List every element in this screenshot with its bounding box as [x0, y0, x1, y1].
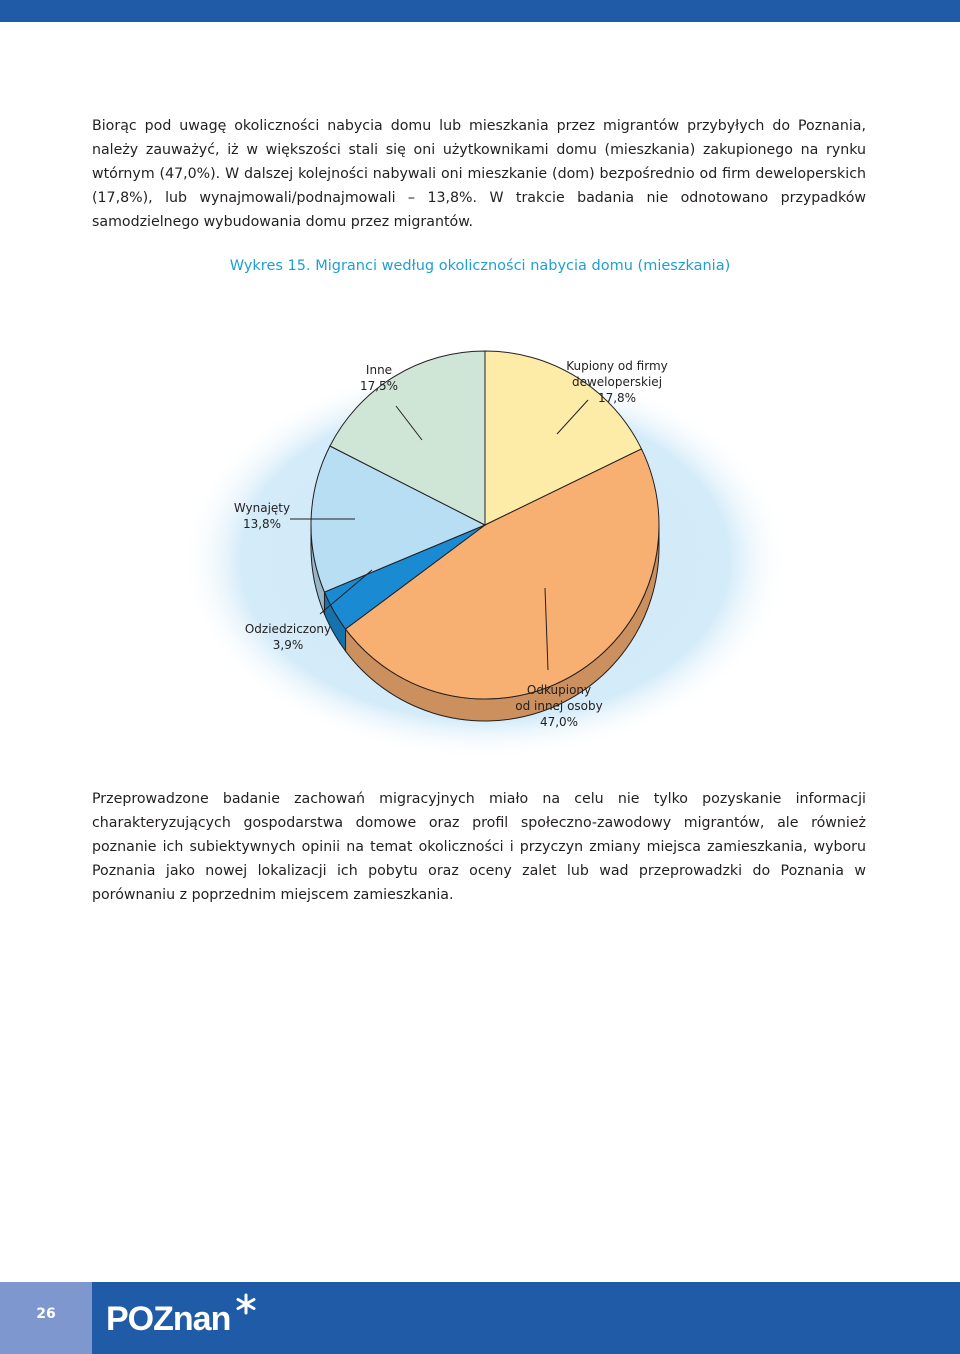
slice-label-line: 17,5%: [359, 379, 399, 393]
intro-paragraph: Biorąc pod uwagę okoliczności nabycia domu lub mieszkania przez migrantów przybyłych do Poznania, należy zauważyć, iż w większości stali się oni użytkownikami domu (mieszkania) zakupionego na rynku wtórnym (47,0%). W dalszej kolejności nabywali oni mieszkanie (dom) bezpośrednio od firm deweloperskich (17,8%), lub wynajmowali/podnajmowali – 13,8%. W trakcie badania nie odnotowano przypadków samodzielnego wybudowania domu przez migrantów.: [92, 118, 866, 230]
slice-label-line: Inne: [365, 363, 393, 377]
logo-text: POZnan: [106, 1300, 231, 1338]
slice-label-line: deweloperskiej: [571, 375, 663, 389]
slice-label-line: od innej osoby: [515, 699, 603, 713]
conclusion-paragraph: Przeprowadzone badanie zachowań migracyjnych miało na celu nie tylko pozyskanie informacji charakteryzujących gospodarstwa domowe oraz profil społeczno-zawodowy migrantów, ale również poznanie ich subiektywnych opinii na temat okoliczności i przyczyn zmiany miejsca zamieszkania, wyboru Poznania jako nowej lokalizacji ich pobytu oraz oceny zalet lub wad przeprowadzki do Poznania w porównaniu z poprzednim miejscem zamieszkania.: [92, 791, 866, 903]
poznan-logo: [106, 1290, 276, 1340]
slice-label-line: Odziedziczony: [244, 622, 332, 636]
page-number: 26: [36, 1306, 56, 1322]
slice-label-line: 47,0%: [539, 715, 579, 729]
logo-star-icon: [238, 1295, 254, 1313]
slice-label-line: 17,8%: [597, 391, 637, 405]
slice-label-line: Kupiony od firmy: [566, 359, 668, 373]
slice-label-line: 13,8%: [242, 517, 282, 531]
slice-label-line: Odkupiony: [526, 683, 592, 697]
chart-title: Wykres 15. Migranci według okoliczności nabycia domu (mieszkania): [229, 258, 731, 274]
slice-label-line: 3,9%: [272, 638, 304, 652]
slice-label-line: Wynajęty: [233, 501, 291, 515]
